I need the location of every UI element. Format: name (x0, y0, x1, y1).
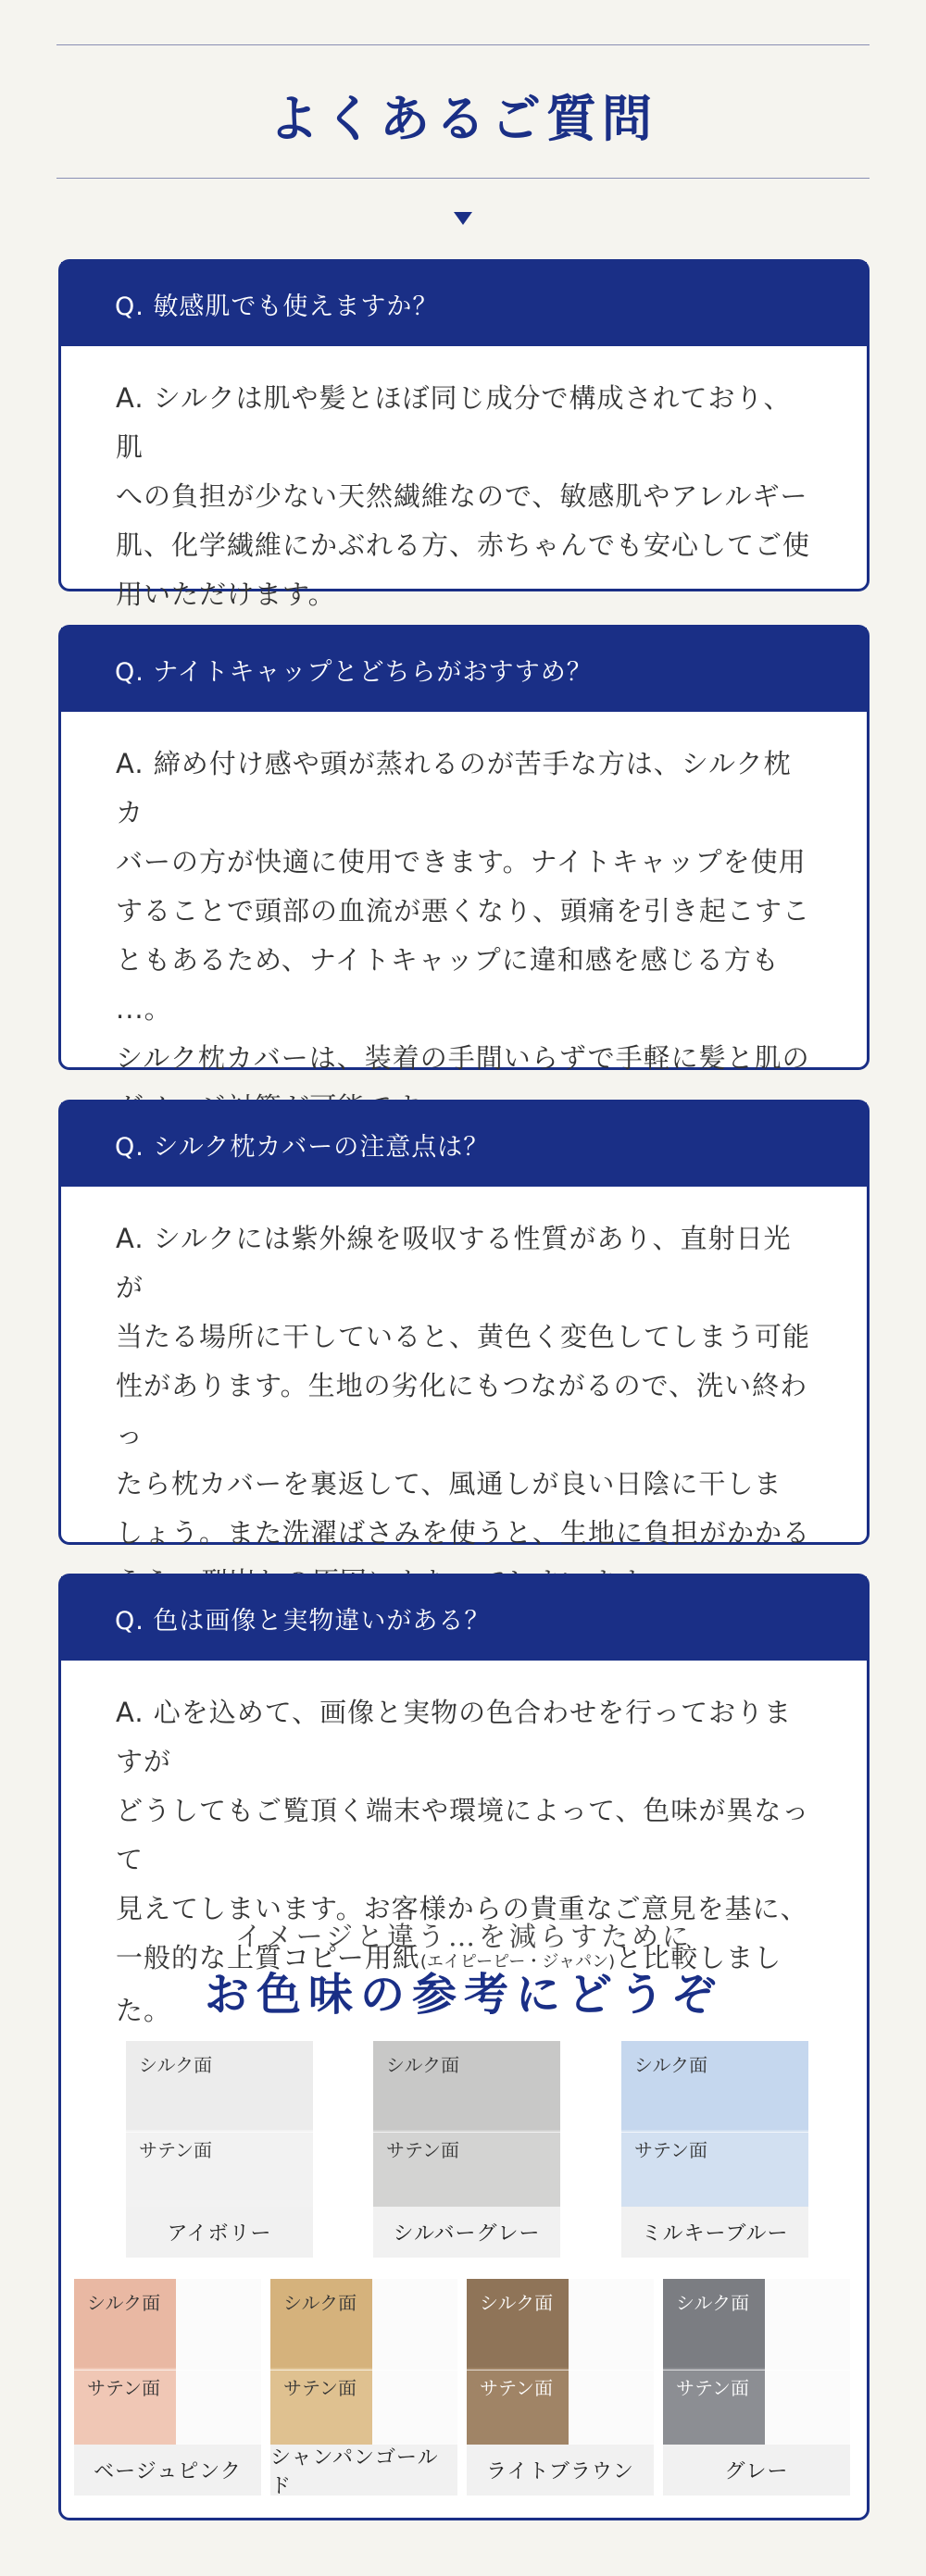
faq-item (58, 1574, 870, 2520)
answer-line: 当たる場所に干していると、黄色く変色してしまう可能 (116, 1321, 811, 1352)
silk-label: シルク面 (139, 2054, 213, 2076)
fold-line (663, 2370, 850, 2371)
answer-line: シルク枕カバーは、装着の手間いらずで手軽に髪と肌の (116, 1042, 810, 1074)
faq-answer (61, 1187, 867, 1607)
triangle-down-icon (454, 212, 472, 225)
faq-item (58, 625, 870, 1074)
answer-line: A. 締め付け感や頭が蒸れるのが苦手な方は、シルク枕カ (116, 748, 792, 828)
paper-maker-note: (エイピーピー・ジャパン) (419, 1952, 616, 1972)
faq-item (58, 259, 870, 610)
fold-line (270, 2370, 457, 2371)
answer-line: しょう。また洗濯ばさみを使うと、生地に負担がかかる (116, 1517, 811, 1549)
answer-line: 用いただけます。 (116, 579, 336, 610)
swatch-ivory (126, 2041, 313, 2258)
silk-label: シルク面 (634, 2054, 708, 2076)
satin-label: サテン面 (87, 2377, 160, 2399)
swatch-name: シルバーグレー (373, 2207, 560, 2258)
faq-question[interactable]: Q. シルク枕カバーの注意点は？ (61, 1102, 867, 1187)
page-header (56, 44, 870, 180)
satin-label: サテン面 (283, 2377, 357, 2399)
silk-label: シルク面 (87, 2292, 161, 2314)
faq-question[interactable]: Q. 敏感肌でも使えますか？ (61, 262, 867, 346)
color-reference (61, 1916, 867, 2508)
fold-line (126, 2132, 313, 2133)
page-title: よくあるご質問 (269, 89, 657, 148)
answer-text: と比較しました。 (116, 1942, 782, 2026)
silk-label: シルク面 (480, 2292, 554, 2314)
reference-paper (569, 2279, 654, 2445)
answer-line: への負担が少ない天然繊維なので、敏感肌やアレルギー (116, 480, 808, 512)
fold-line (467, 2370, 654, 2371)
reference-paper (176, 2279, 261, 2445)
swatch-light-brown (467, 2279, 654, 2495)
answer-line: たら枕カバーを裏返して、風通しが良い日陰に干しま (116, 1468, 782, 1500)
faq-item (58, 1100, 870, 1549)
reference-paper (372, 2279, 457, 2445)
answer-line: バーの方が快適に使用できます。ナイトキャップを使用 (116, 846, 807, 877)
reference-paper (765, 2279, 850, 2445)
swatch-name: グレー (663, 2445, 850, 2495)
swatch-milky-blue (621, 2041, 808, 2258)
header-bottom-divider (56, 178, 870, 179)
satin-label: サテン面 (480, 2377, 553, 2399)
color-reference-subtitle: イメージと違う…を減らすために (234, 1921, 694, 1952)
answer-line: どうしてもご覧頂く端末や環境によって、色味が異なって (116, 1795, 810, 1875)
header-top-divider (56, 44, 870, 45)
answer-line: 性があります。生地の劣化にもつながるので、洗い終わっ (116, 1370, 808, 1450)
swatch-champagne-gold (270, 2279, 457, 2498)
swatch-name: ベージュピンク (74, 2445, 261, 2495)
satin-label: サテン面 (634, 2139, 707, 2161)
fold-line (74, 2370, 261, 2371)
faq-question[interactable]: Q. 色は画像と実物違いがある？ (61, 1576, 867, 1661)
faq-answer (61, 346, 867, 619)
swatch-silver-gray (373, 2041, 560, 2258)
silk-label: シルク面 (283, 2292, 357, 2314)
fold-line (621, 2132, 808, 2133)
swatch-name: ライトブラウン (467, 2445, 654, 2495)
faq-question[interactable]: Q. ナイトキャップとどちらがおすすめ？ (61, 628, 867, 712)
color-reference-title: お色味の参考にどうぞ (204, 1969, 723, 2021)
answer-line: A. シルクは肌や髪とほぼ同じ成分で構成されており、肌 (116, 382, 792, 463)
answer-line: A. シルクには紫外線を吸収する性質があり、直射日光が (116, 1223, 792, 1303)
answer-line: A. 心を込めて、画像と実物の色合わせを行っておりますが (116, 1697, 793, 1777)
silk-label: シルク面 (386, 2054, 460, 2076)
swatch-name: アイボリー (126, 2207, 313, 2258)
swatch-beige-pink (74, 2279, 261, 2495)
faq-answer (61, 712, 867, 1132)
swatch-name: ミルキーブルー (621, 2207, 808, 2258)
answer-line: 肌、化学繊維にかぶれる方、赤ちゃんでも安心してご使 (116, 529, 811, 561)
satin-label: サテン面 (676, 2377, 749, 2399)
satin-label: サテン面 (139, 2139, 212, 2161)
fold-line (373, 2132, 560, 2133)
swatch-gray (663, 2279, 850, 2495)
answer-line: することで頭部の血流が悪くなり、頭痛を引き起こすこ (116, 895, 811, 927)
answer-text: 一般的な上質コピー用紙 (116, 1942, 420, 1973)
swatch-name: シャンパンゴールド (270, 2445, 457, 2495)
silk-label: シルク面 (676, 2292, 750, 2314)
satin-label: サテン面 (386, 2139, 459, 2161)
answer-line: ともあるため、ナイトキャップに違和感を感じる方も ...。 (116, 944, 780, 1025)
answer-line: 見えてしまいます。お客様からの貴重なご意見を基に、 (116, 1893, 808, 1924)
